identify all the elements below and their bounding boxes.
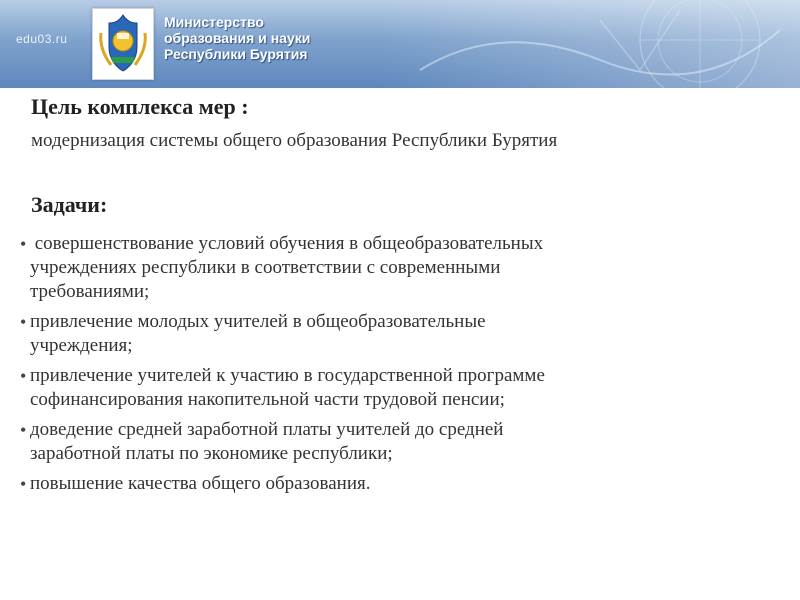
bullet-icon: •: [20, 420, 27, 440]
ministry-title-line: Республики Бурятия: [164, 46, 308, 62]
site-label: edu03.ru: [16, 32, 68, 46]
task-line: привлечение учителей к участию в государственной программе: [30, 365, 545, 386]
task-line: совершенствование условий обучения в общеобразовательных: [30, 233, 544, 254]
task-line: требованиями;: [30, 281, 150, 302]
task-line: учреждения;: [30, 335, 133, 356]
slide-content: [0, 88, 800, 600]
task-item: [0, 310, 790, 358]
task-line: заработной платы по экономике республики;: [30, 443, 393, 464]
coat-of-arms-icon: [92, 8, 154, 80]
ministry-title: [164, 14, 384, 62]
bullet-icon: •: [20, 366, 27, 386]
task-item: [0, 364, 790, 412]
goal-heading: Цель комплекса мер :: [31, 94, 249, 119]
bullet-icon: •: [20, 312, 27, 332]
task-line: софинансирования накопительной части трудовой пенсии;: [30, 389, 505, 410]
task-line: повышение качества общего образования.: [30, 473, 371, 494]
bullet-icon: •: [20, 234, 27, 254]
goal-text: модернизация системы общего образования Республики Бурятия: [31, 130, 558, 151]
task-line: доведение средней заработной платы учителей до средней: [30, 419, 504, 440]
task-item: [0, 232, 790, 304]
bullet-icon: •: [20, 474, 27, 494]
task-item: [0, 418, 790, 466]
tasks-list: [0, 232, 790, 502]
ministry-title-line: образования и науки: [164, 30, 311, 46]
task-line: учреждениях республики в соответствии с современными: [30, 257, 501, 278]
ministry-title-line: Министерство: [164, 14, 264, 30]
header-banner: [0, 0, 800, 88]
tasks-heading: Задачи:: [31, 192, 108, 217]
task-item: [0, 472, 790, 496]
task-line: привлечение молодых учителей в общеобразовательные: [30, 311, 486, 332]
